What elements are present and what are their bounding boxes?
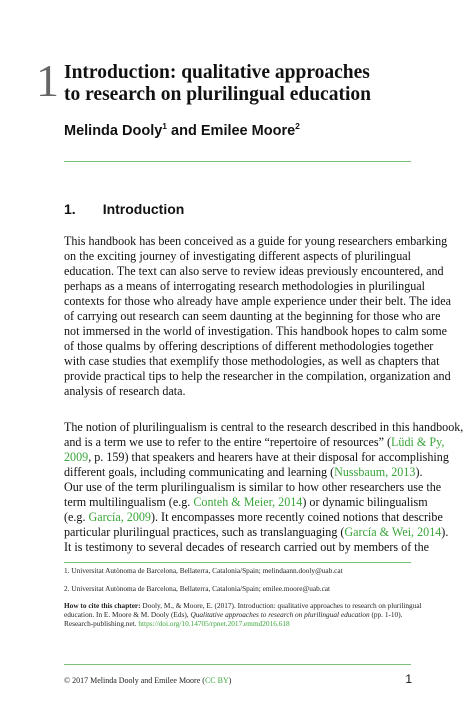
author-2-footnote-mark: 2 [295,121,300,131]
chapter-title-line-2: to research on plurilingual education [64,84,371,105]
paragraph-1-line: not immersed in the world of investigation. This handbook hopes to calm some [64,324,448,338]
paragraph-2-line [64,435,445,450]
paragraph-2-line [64,510,443,525]
page-number: 1 [405,672,412,686]
paragraph-2-line: The notion of plurilingualism is central to the research described in this handbook, [64,420,464,434]
paragraph-1-line: with case studies that exemplify those methodologies, as well as chapters that [64,354,440,368]
citation-garcia[interactable]: García, 2009 [88,510,151,524]
author-1-footnote-mark: 1 [162,121,168,131]
how-to-cite-line [64,619,424,629]
section-heading [64,201,184,217]
author-2: Emilee Moore [200,123,296,139]
citation-conteh-meier[interactable]: Conteh & Meier, 2014 [193,495,303,509]
citation-ludi-py[interactable]: Lüdi & Py, [391,435,445,449]
authors [64,121,300,139]
paragraph-1-line: of those qualms by offering descriptions of different methodologies together [64,339,434,353]
text-run: and is a term we use to refer to the entire “repertoire of resources” ( [64,435,392,449]
section-title: Introduction [102,201,185,217]
paragraph-2-line [64,465,423,480]
text-run: ). It encompasses more recently coined notions that describe [150,510,443,524]
header-divider [64,161,411,162]
text-run: Dooly, M., & Moore, E. (2017). Introduction: qualitative approaches to research on plurilingual [140,601,422,610]
paragraph-1-line: analysis of research data. [64,384,186,398]
chapter-number: 1 [36,55,59,106]
citation-nussbaum[interactable]: Nussbaum, 2013 [334,465,416,479]
citation-garcia-wei[interactable]: García & Wei, 2014 [344,525,442,539]
paragraph-2-line: It is testimony to several decades of research carried out by members of the [64,540,430,554]
text-run: © 2017 Melinda Dooly and Emilee Moore ( [64,676,205,685]
authors-connector: and [167,123,201,139]
doi-link[interactable]: https://doi.org/10.14705/rpnet.2017.emmd2016.618 [138,619,290,628]
footnote-divider [64,562,411,563]
paragraph-2-line: Our use of the term plurilingualism is similar to how other researchers use the [64,480,442,494]
section-number: 1. [64,201,76,217]
text-run: ). [441,525,449,539]
author-1: Melinda Dooly [64,123,163,139]
paragraph-1-line: contexts for those who already have ample experience under their belt. The idea [64,294,451,308]
paragraph-1-line: on the exciting journey of investigating different aspects of plurilingual [64,249,411,263]
text-run: Research-publishing.net. [64,619,139,628]
text-run: particular plurilingual practices, such as translanguaging ( [64,525,345,539]
text-run: term multilingualism (e.g. [64,495,194,509]
chapter-title-line-1: Introduction: qualitative approaches [64,62,370,83]
paragraph-1-line: provide practical tips to help the researcher in the compilation, organization and [64,369,451,383]
text-run: ) or dynamic bilingualism [302,495,428,509]
paragraph-2-line [64,525,449,540]
how-to-cite-label: How to cite this chapter: [64,601,141,610]
paragraph-1-line: perhaps as a means of interrogating research methodologies in plurilingual [64,279,426,293]
citation-ludi-py-year[interactable]: 2009 [64,450,89,464]
text-run: ) [228,676,232,685]
paragraph-2-line [64,450,449,465]
text-run: , p. 159) that speakers and hearers have at their disposal for accomplishing [88,450,449,464]
paragraph-1-line: This handbook has been conceived as a guide for young researchers embarking [64,234,448,248]
text-run: different goals, including communicating and learning ( [64,465,335,479]
paragraph-1-line: education. The text can also serve to review ideas previously encountered, and [64,264,444,278]
paragraph-1-line: of carrying out research can seem daunting at the beginning for those who are [64,309,441,323]
text-run: (e.g. [64,510,89,524]
footer-divider [64,664,411,665]
text-run: (pp. 1-10). [369,610,403,619]
book-title: Qualitative approaches to research on plurilingual education [190,610,370,619]
footnote-2: 2. Universitat Autònoma de Barcelona, Bellaterra, Catalonia/Spain; emilee.moore@uab.cat [64,584,331,593]
text-run: education. In E. Moore & M. Dooly (Eds), [64,610,191,619]
paragraph-2-line [64,495,428,510]
footnote-1: 1. Universitat Autònoma de Barcelona, Bellaterra, Catalonia/Spain; melindaann.dooly@uab.cat [64,566,343,575]
text-run: ). [415,465,423,479]
copyright-notice [64,676,231,685]
license-link[interactable]: CC BY [204,676,229,685]
